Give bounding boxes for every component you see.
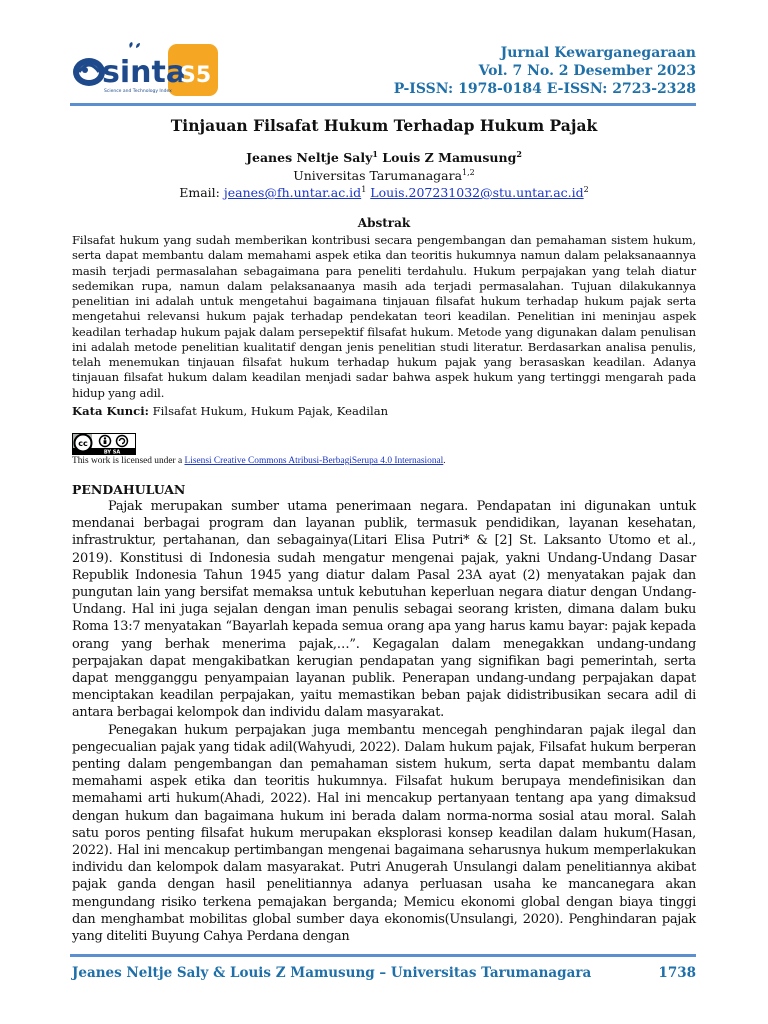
author-sup: 2	[516, 148, 522, 159]
affiliation-sup: 1,2	[462, 167, 475, 177]
email-sup: 1	[361, 184, 367, 194]
author-name: Jeanes Neltje Saly	[246, 150, 373, 165]
journal-volume: Vol. 7 No. 2 Desember 2023	[478, 63, 696, 79]
cc-badge-text: BY SA	[103, 449, 121, 455]
license-prefix: This work is licensed under a	[72, 456, 185, 466]
abstract-text: Filsafat hukum yang sudah memberikan kontribusi secara pengembangan dan pemahaman sistem hukum, serta dapat membantu dalam memahami aspek etika dan teoritis hukumnya namun dalam pelaksanaannya masih terjadi permasalahan sebagaimana para peneliti terdahulu. Hukum perpajakan yang telah diatur sedemikan rupa, namun dalam pelaksanaanya masih ada terjadi permasalahan. Tujuan dilakukannya penelitian ini adalah untuk mengetahui bagaimana tinjauan filsafat hukum terhadap hukum pajak serta mengetahui relevansi hukum pajak terhadap pendekatan teori keadilan. Penelitian ini meninjau aspek keadilan terhadap hukum pajak dalam persepektif filsafat hukum. Metode yang digunakan dalam penulisan ini adalah metode penelitian kualitatif dengan jenis penelitian studi literatur. Berdasarkan analisa penulis, telah menemukan tinjauan filsafat hukum terhadap hukum pajak yang berasaskan keadilan. Adanya tinjauan filsafat hukum dalam keadilan menjadi sadar bahwa aspek hukum yang tertinggi mengarah pada hidup yang adil.	[72, 233, 696, 400]
sinta-tagline: Science and Technology Index	[104, 89, 172, 94]
article-title: Tinjauan Filsafat Hukum Terhadap Hukum Pajak	[170, 116, 598, 135]
license-link[interactable]: Lisensi Creative Commons Atribusi-BerbagiSerupa 4.0 Internasional	[184, 456, 444, 466]
section-heading: PENDAHULUAN	[72, 482, 186, 497]
journal-name: Jurnal Kewarganegaraan	[500, 45, 696, 61]
email-label: Email:	[179, 185, 220, 200]
footer-authors: Jeanes Neltje Saly & Louis Z Mamusung – Universitas Tarumanagara	[72, 965, 592, 981]
header-divider	[70, 103, 696, 106]
body-paragraph: Penegakan hukum perpajakan juga membantu mencegah penghindaran pajak ilegal dan pengecualian pajak yang tidak adil(Wahyudi, 2022). Dalam hukum pajak, Filsafat hukum berperan penting dalam pengembangan dan pemahaman sistem hukum, serta dapat membantu dalam memahami aspek etika dan teoritis hukumnya. Filsafat hukum berupaya mendefinisikan dan memahami arti hukum(Ahadi, 2022). Hal ini mencakup pertanyaan tentang apa yang dimaksud dengan hukum dan bagaimana hukum ini berada dalam norma-norma sosial atau moral. Salah satu poros penting filsafat hukum merupakan eksplorasi konsep keadilan dalam hukum(Hasan, 2022). Hal ini mencakup pertimbangan mengenai bagaimana seharusnya hukum memperlakukan individu dan kelompok dalam masyarakat. Putri Anugerah Unsulangi dalam penelitiannya akibat pajak ganda dengan hasil penelitiannya adanya perluasan usaha ke mancanegara akan mengundang risiko terkena pemajakan berganda; Memicu ekonomi global dengan biaya tinggi dan menghambat mobilitas global sumber daya ekonomis(Unsulangi, 2020). Penghindaran pajak yang diteliti Buyung Cahya Perdana dengan	[72, 722, 696, 945]
sinta-logo-icon	[70, 42, 222, 100]
author-name: Louis Z Mamusung	[382, 150, 517, 165]
email-line	[72, 185, 696, 201]
email-link-2[interactable]: Louis.207231032@stu.untar.ac.id	[370, 185, 584, 200]
sinta-badge-text: S5	[180, 63, 212, 88]
sinta-wordmark: sinta	[102, 55, 187, 90]
author-sup: 1	[372, 148, 378, 159]
affiliation-name: Universitas Tarumanagara	[293, 168, 463, 183]
author-line	[72, 150, 696, 166]
svg-text:cc: cc	[78, 439, 88, 448]
keywords-label: Kata Kunci:	[72, 404, 149, 418]
email-link-1[interactable]: jeanes@fh.untar.ac.id	[223, 185, 362, 200]
license-suffix: .	[443, 456, 446, 466]
page-number: 1738	[658, 965, 696, 981]
cc-by-sa-icon[interactable]	[72, 433, 136, 455]
footer-divider	[70, 954, 696, 957]
abstract-heading: Abstrak	[357, 216, 411, 230]
keywords-value: Filsafat Hukum, Hukum Pajak, Keadilan	[148, 404, 389, 418]
body-paragraph: Pajak merupakan sumber utama penerimaan negara. Pendapatan ini digunakan untuk mendanai berbagai program dan layanan publik, termasuk pendidikan, layanan kesehatan, infrastruktur, pertahanan, dan sebagainya(Litari Elisa Putri* & [2] St. Laksanto Utomo et al., 2019). Konstitusi di Indonesia sudah mengatur mengenai pajak, yakni Undang-Undang Dasar Republik Indonesia Tahun 1945 yang diatur dalam Pasal 23A ayat (2) menyatakan pajak dan pungutan lain yang bersifat memaksa untuk kebutuhan keperluan negara diatur dengan Undang- Undang. Hal ini juga sejalan dengan iman penulis sebagai seorang kristen, dimana dalam buku Roma 13:7 menyatakan “Bayarlah kepada semua orang apa yang harus kamu bayar: pajak kepada orang yang berhak menerima pajak,…”. Kegagalan dalam menegakkan undang-undang perpajakan dapat mengakibatkan kerugian pendapatan yang signifikan bagi pemerintah, serta dapat mengganggu penyampaian layanan publik. Penerapan undang-undang perpajakan dapat menciptakan keadilan perpajakan, yaitu memastikan beban pajak didistribusikan secara adil di antara berbagai kelompok dan individu dalam masyarakat.	[72, 499, 696, 721]
section-body	[72, 498, 696, 945]
journal-info	[394, 44, 696, 98]
license-line	[72, 455, 696, 467]
keywords-line	[72, 404, 696, 419]
journal-issn: P-ISSN: 1978-0184 E-ISSN: 2723-2328	[393, 81, 696, 97]
email-sup: 2	[583, 184, 589, 194]
affiliation-line	[72, 168, 696, 184]
page-header	[0, 0, 768, 112]
